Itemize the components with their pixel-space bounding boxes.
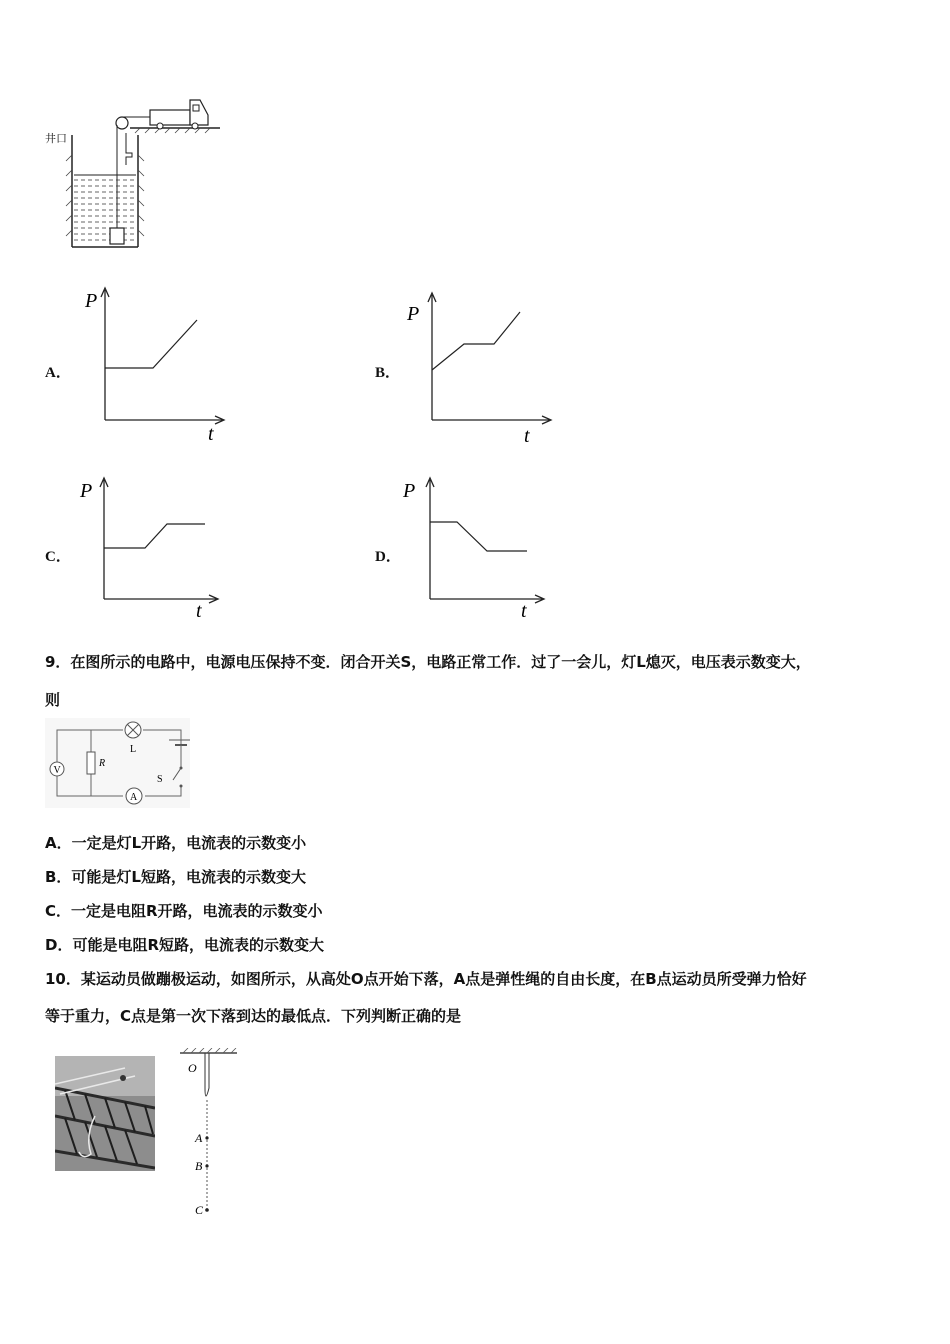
q9-circuit-diagram	[45, 718, 190, 808]
q9-text-line1: 9．在图所示的电路中，电源电压保持不变．闭合开关S，电路正常工作．过了一会儿，灯L熄灭，电压表示数变大，	[45, 653, 811, 671]
point-b-label: B	[195, 1159, 203, 1173]
point-o-label: O	[188, 1061, 197, 1075]
switch-label: S	[157, 774, 163, 785]
well-label: 井口	[45, 132, 67, 145]
axis-t-label: t	[524, 425, 530, 447]
graph-d	[400, 475, 560, 625]
well-truck-figure	[60, 95, 230, 255]
option-a-label: A．	[45, 365, 71, 381]
voltmeter-label: V	[53, 765, 61, 776]
q9-choice-b: B．可能是灯L短路，电流表的示数变大	[45, 868, 306, 886]
axis-t-label: t	[521, 600, 527, 622]
bungee-photo	[55, 1056, 155, 1171]
axis-p-label: P	[407, 303, 420, 325]
q9-choice-a: A．一定是灯L开路，电流表的示数变小	[45, 834, 307, 852]
option-c-label: C．	[45, 549, 71, 565]
option-d-label: D．	[375, 549, 401, 565]
q10-text-line1: 10．某运动员做蹦极运动，如图所示，从高处O点开始下落，A点是弹性绳的自由长度，在B点运动员所受弹力恰好	[45, 970, 807, 988]
axis-p-label: P	[85, 290, 98, 312]
q9-choice-d: D．可能是电阻R短路，电流表的示数变大	[45, 936, 325, 954]
resistor-label: R	[99, 758, 106, 769]
point-a-label: A	[195, 1131, 203, 1145]
graph-b	[402, 290, 562, 450]
q9-choice-c: C．一定是电阻R开路，电流表的示数变小	[45, 902, 323, 920]
axis-p-label: P	[80, 480, 93, 502]
graph-a	[75, 285, 235, 445]
q10-text-line2: 等于重力，C点是第一次下落到达的最低点．下列判断正确的是	[45, 1007, 462, 1025]
axis-t-label: t	[208, 423, 214, 445]
axis-p-label: P	[403, 480, 416, 502]
q9-text-line2: 则	[45, 691, 61, 709]
axis-t-label: t	[196, 600, 202, 622]
bungee-diagram	[175, 1048, 245, 1220]
graph-c	[75, 475, 235, 625]
option-b-label: B．	[375, 365, 401, 381]
lamp-label: L	[130, 744, 137, 755]
ammeter-label: A	[130, 792, 138, 803]
point-c-label: C	[195, 1203, 204, 1217]
